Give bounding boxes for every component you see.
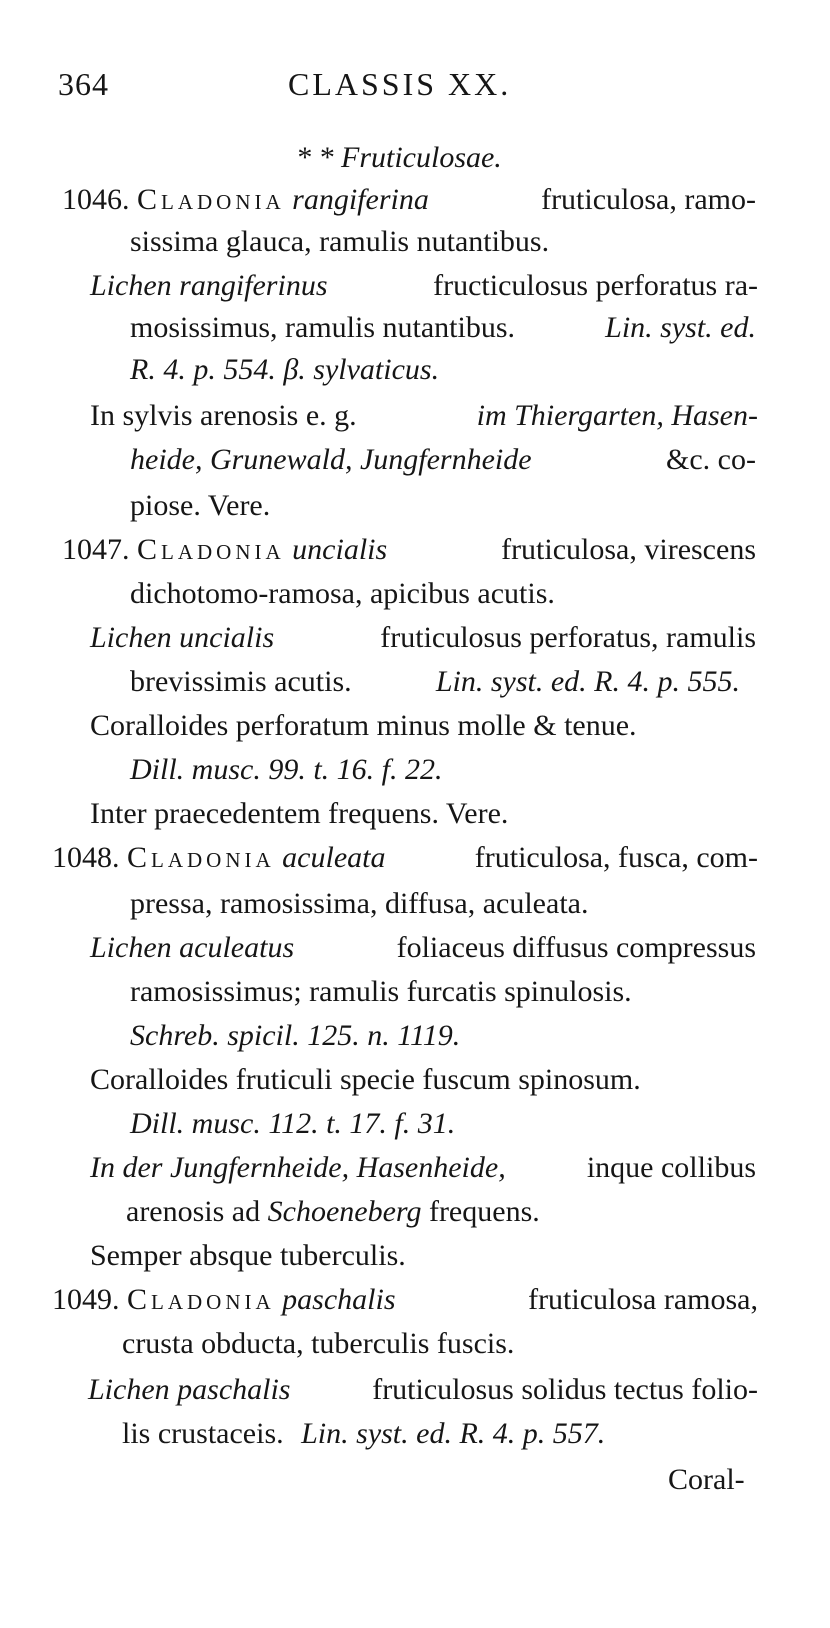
description: fruticulosa ramosa,	[528, 1283, 758, 1316]
synonym-line: ramosissimus; ramulis furcatis spinulosis.	[130, 975, 632, 1008]
locality: im Thiergarten, Hasen-	[476, 399, 758, 432]
synonym-name: Lichen paschalis	[88, 1373, 291, 1406]
description: fruticulosa, ramo-	[541, 183, 756, 216]
locality: In der Jungfernheide, Hasenheide,	[90, 1151, 506, 1184]
habitat-line: piose. Vere.	[130, 489, 271, 522]
genus: Cladonia	[127, 1283, 275, 1316]
entry-1047-line-1	[62, 532, 756, 568]
species: paschalis	[282, 1283, 396, 1316]
description: fruticulosa, virescens	[501, 533, 756, 566]
entry-number: 1047.	[62, 533, 130, 566]
page-title: CLASSIS XX.	[288, 66, 512, 102]
reference: Dill. musc. 112. t. 17. f. 31.	[130, 1107, 456, 1140]
synonym-text: fruticulosus solidus tectus folio-	[372, 1373, 758, 1406]
description-cont: dichotomo-ramosa, apicibus acutis.	[130, 577, 555, 610]
habitat-text: frequens.	[428, 1195, 540, 1228]
description-cont: crusta obducta, tuberculis fuscis.	[122, 1327, 515, 1360]
synonym-text: lis crustaceis.	[122, 1417, 284, 1450]
species: rangiferina	[292, 183, 429, 216]
description-cont: sissima glauca, ramulis nutantibus.	[130, 225, 550, 258]
synonym-line	[122, 1416, 605, 1452]
description: fruticulosa, fusca, com-	[474, 841, 758, 874]
species: aculeata	[282, 841, 386, 874]
reference: R. 4. p. 554.	[130, 353, 276, 386]
synonym-text: foliaceus diffusus compressus	[396, 931, 756, 964]
habitat-line	[90, 398, 758, 434]
synonym-line	[130, 664, 740, 700]
entry-1046-line-1	[62, 182, 756, 218]
synonym-line: Coralloides perforatum minus molle & tenue.	[90, 709, 637, 742]
reference: Schreb. spicil. 125. n. 1119.	[130, 1019, 461, 1052]
synonym-line	[90, 930, 756, 966]
description-cont: pressa, ramosissima, diffusa, aculeata.	[130, 887, 589, 920]
species: uncialis	[292, 533, 388, 566]
synonym-text: mosissimus, ramulis nutantibus.	[130, 311, 516, 344]
locality: heide, Grunewald, Jungfernheide	[130, 443, 532, 476]
reference: Lin. syst. ed.	[605, 311, 756, 344]
entry-number: 1046.	[62, 183, 130, 216]
synonym-line: Coralloides fruticuli specie fuscum spinosum.	[90, 1063, 641, 1096]
habitat-text: inque collibus	[586, 1151, 756, 1184]
synonym-text: brevissimis acutis.	[130, 665, 352, 698]
entry-1049-line-1	[52, 1282, 758, 1318]
habitat-text: In sylvis arenosis e. g.	[90, 399, 357, 432]
page-number: 364	[58, 66, 109, 102]
note: Semper absque tuberculis.	[90, 1239, 406, 1272]
synonym-line	[90, 268, 758, 304]
habitat-line: Inter praecedentem frequens. Vere.	[90, 797, 509, 830]
synonym-line	[130, 352, 439, 388]
reference: Dill. musc. 99. t. 16. f. 22.	[130, 753, 443, 786]
entry-number: 1049.	[52, 1283, 120, 1316]
genus: Cladonia	[137, 533, 285, 566]
synonym-line	[90, 620, 756, 656]
habitat-line	[90, 1150, 756, 1186]
genus: Cladonia	[127, 841, 275, 874]
entry-1048-line-1	[52, 840, 758, 876]
synonym-text: fruticulosus perforatus, ramulis	[380, 621, 756, 654]
habitat-text: &c. co-	[666, 443, 756, 476]
reference: Lin. syst. ed. R. 4. p. 557.	[301, 1417, 606, 1450]
reference: Lin. syst. ed. R. 4. p. 555.	[435, 665, 740, 698]
synonym-text: fructiculosus perforatus ra-	[433, 269, 758, 302]
genus: Cladonia	[137, 183, 285, 216]
synonym-line	[88, 1372, 758, 1408]
entry-number: 1048.	[52, 841, 120, 874]
habitat-line	[130, 442, 756, 478]
synonym-line	[130, 310, 756, 346]
synonym-name: Lichen aculeatus	[90, 931, 295, 964]
habitat-line	[126, 1194, 540, 1230]
locality: Schoeneberg	[267, 1195, 422, 1228]
habitat-text: arenosis ad	[126, 1195, 261, 1228]
catchword: Coral-	[668, 1463, 745, 1496]
synonym-name: Lichen rangiferinus	[90, 269, 328, 302]
section-heading: * * Fruticulosae.	[296, 141, 502, 174]
variety: β. sylvaticus.	[283, 353, 440, 386]
synonym-name: Lichen uncialis	[90, 621, 275, 654]
